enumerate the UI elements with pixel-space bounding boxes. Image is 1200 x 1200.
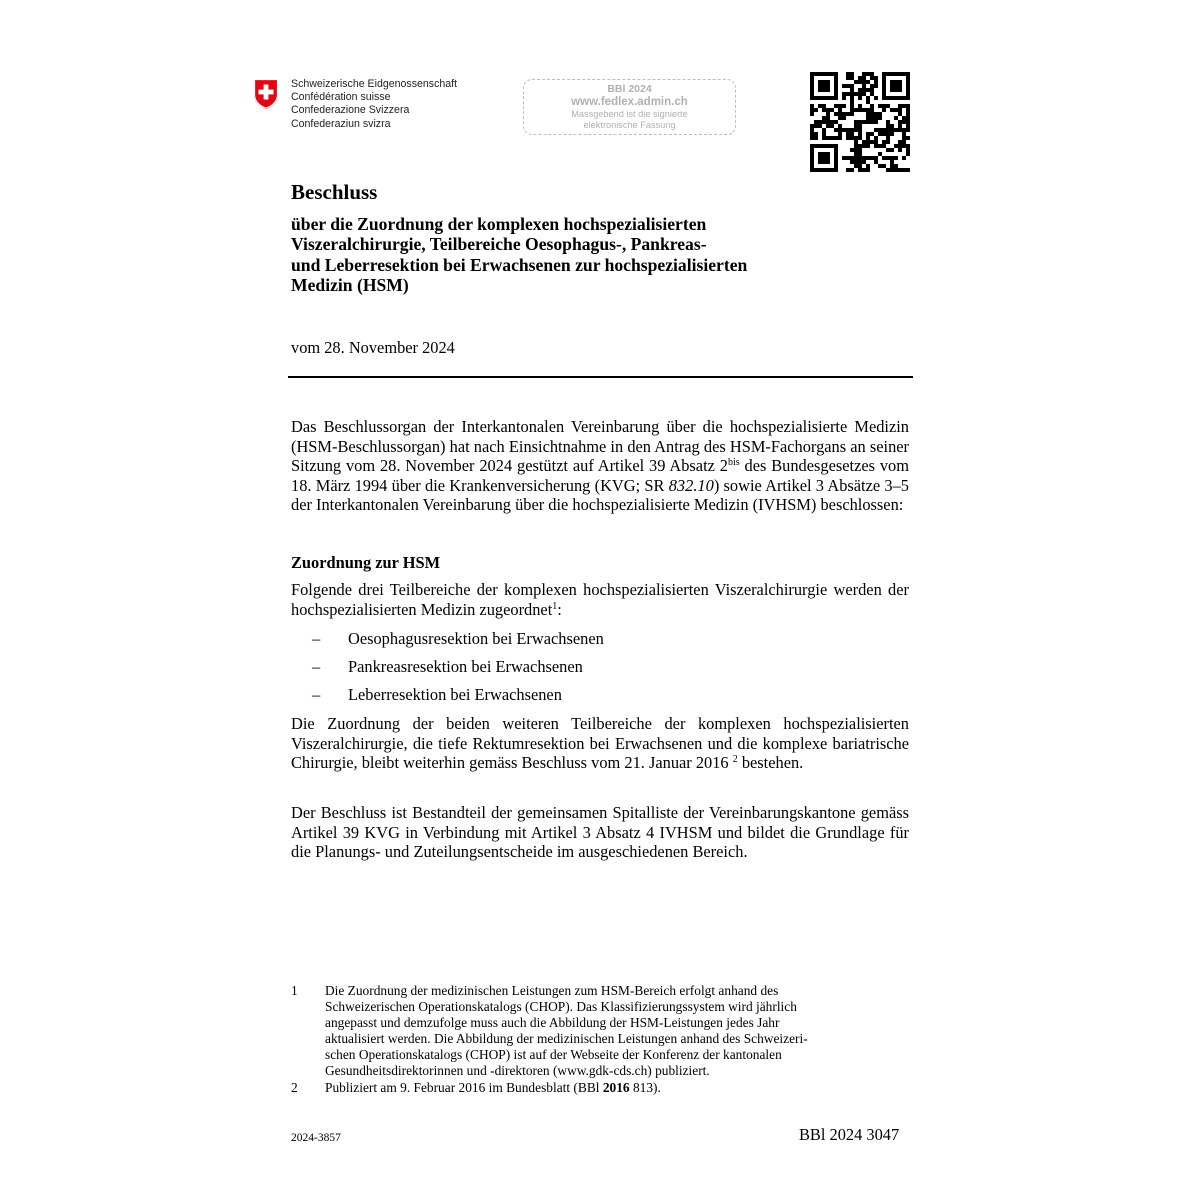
document-subtitle: [291, 214, 747, 295]
document-title: Beschluss: [291, 180, 378, 204]
assignment-tail: :: [557, 599, 562, 619]
preamble-paragraph: [291, 417, 909, 515]
list-item-text: Oesophagusresektion bei Erwachsenen: [348, 629, 604, 648]
stamp-note-2: elektronische Fassung: [583, 120, 676, 130]
hospital-list-paragraph: Der Beschluss ist Bestandteil der gemeinsamen Spitalliste der Vereinbarungskantone gemäss Artikel 39 KVG in Verbindung mit Artikel 3 Absatz 4 IVHSM und bildet die Grundlage für die Planungs- und Zuteilungsentscheide im ausgeschiedenen Bereich.: [291, 803, 909, 862]
list-dash: –: [312, 657, 321, 676]
subtitle-line: Medizin (HSM): [291, 274, 409, 295]
assignment-paragraph: [291, 580, 909, 619]
footnote-text: 813).: [629, 1080, 661, 1095]
confederation-name-de: Schweizerische Eidgenossenschaft: [291, 78, 458, 90]
footnote-ref-1[interactable]: 1: [552, 600, 558, 612]
footnote-line: Die Zuordnung der medizinischen Leistungen zum HSM-Bereich erfolgt anhand des: [325, 983, 779, 998]
document-date: vom 28. November 2024: [291, 338, 455, 357]
document-number: 2024-3857: [291, 1132, 341, 1144]
further-subareas-text: Die Zuordnung der beiden weiteren Teilbereiche der komplexen hochspezialisierten Viszeralchirurgie, die tiefe Rektumresektion bei Erwachsenen und die komplexe bariatrische Chirurgie, bleibt weiterhin gemäss Beschluss vom 21. Januar 2016: [291, 714, 909, 773]
further-subareas-tail: bestehen.: [737, 753, 804, 773]
footnote-line: Gesundheitsdirektorinnen und -direktoren (www.gdk-cds.ch) publiziert.: [325, 1062, 710, 1078]
further-subareas-paragraph: [291, 714, 909, 773]
list-dash: –: [312, 629, 321, 648]
preamble-text-3: ) sowie Artikel 3 Absätze 3–5 der Interkantonalen Vereinbarung über die hochspezialisierte Medizin (IVHSM) beschlossen:: [291, 475, 909, 515]
assignment-text: Folgende drei Teilbereiche der komplexen hochspezialisierten Viszeralchirurgie werden der hochspezialisierten Medizin zugeordnet: [291, 580, 909, 619]
subtitle-line: und Leberresektion bei Erwachsenen zur hochspezialisierten: [291, 254, 748, 275]
footnote-line: angepasst und demzufolge muss auch die Abbildung der HSM-Leistungen jedes Jahr: [325, 1014, 780, 1030]
footnote-ref-2[interactable]: 2: [732, 754, 738, 766]
title-divider: [288, 376, 913, 378]
qr-code-icon: [810, 72, 910, 172]
footnote-number: 1: [291, 983, 298, 998]
list-item-text: Leberresektion bei Erwachsenen: [348, 685, 562, 704]
stamp-bbl: BBl 2024: [607, 83, 652, 95]
footnote-year: 2016: [602, 1080, 630, 1095]
preamble-superscript: bis: [727, 457, 740, 469]
section-heading: Zuordnung zur HSM: [291, 553, 441, 572]
swiss-cross-shield-icon: [253, 78, 279, 110]
footnote-text: Publiziert am 9. Februar 2016 im Bundesblatt (BBl: [325, 1080, 603, 1095]
list-dash: –: [312, 685, 321, 704]
footnote-line: Schweizerischen Operationskatalogs (CHOP). Das Klassifizierungssystem wird jährlich: [325, 998, 797, 1014]
preamble-text-2: des Bundesgesetzes vom 18. März 1994 über die Krankenversicherung (KVG; SR: [291, 456, 910, 495]
sr-number: 832.10: [668, 475, 714, 495]
confederation-name-rm: Confederaziun svizra: [291, 117, 391, 130]
publication-stamp: [523, 79, 736, 135]
footnote-line: aktualisiert werden. Die Abbildung der medizinischen Leistungen anhand des Schweizeri-: [325, 1030, 808, 1046]
footnote-number: 2: [291, 1080, 298, 1095]
confederation-name-fr: Confédération suisse: [291, 91, 391, 104]
stamp-note-1: Massgebend ist die signierte: [571, 109, 688, 119]
footnote-line: schen Operationskatalogs (CHOP) ist auf der Webseite der Konferenz der kantonalen: [325, 1046, 782, 1062]
confederation-names: [291, 78, 457, 131]
footnote-line: [325, 1080, 909, 1096]
footnote-1: [291, 983, 909, 1078]
subtitle-line: Viszeralchirurgie, Teilbereiche Oesophagus-, Pankreas-: [291, 234, 707, 255]
footnote-2: [291, 1080, 909, 1096]
confederation-name-it: Confederazione Svizzera: [291, 104, 410, 117]
preamble-text-1: Das Beschlussorgan der Interkantonalen Vereinbarung über die hochspezialisierte Medizin (HSM-Beschlussorgan) hat nach Einsichtnahme in den Antrag des HSM-Fachorgans an seiner Sitzung vom 28. November 2024 gestützt auf Artikel 39 Absatz 2: [291, 417, 909, 476]
bbl-reference: BBl 2024 3047: [799, 1125, 900, 1144]
subtitle-line: über die Zuordnung der komplexen hochspezialisierten: [291, 214, 707, 234]
stamp-url[interactable]: www.fedlex.admin.ch: [571, 96, 688, 108]
list-item-text: Pankreasresektion bei Erwachsenen: [348, 657, 583, 676]
